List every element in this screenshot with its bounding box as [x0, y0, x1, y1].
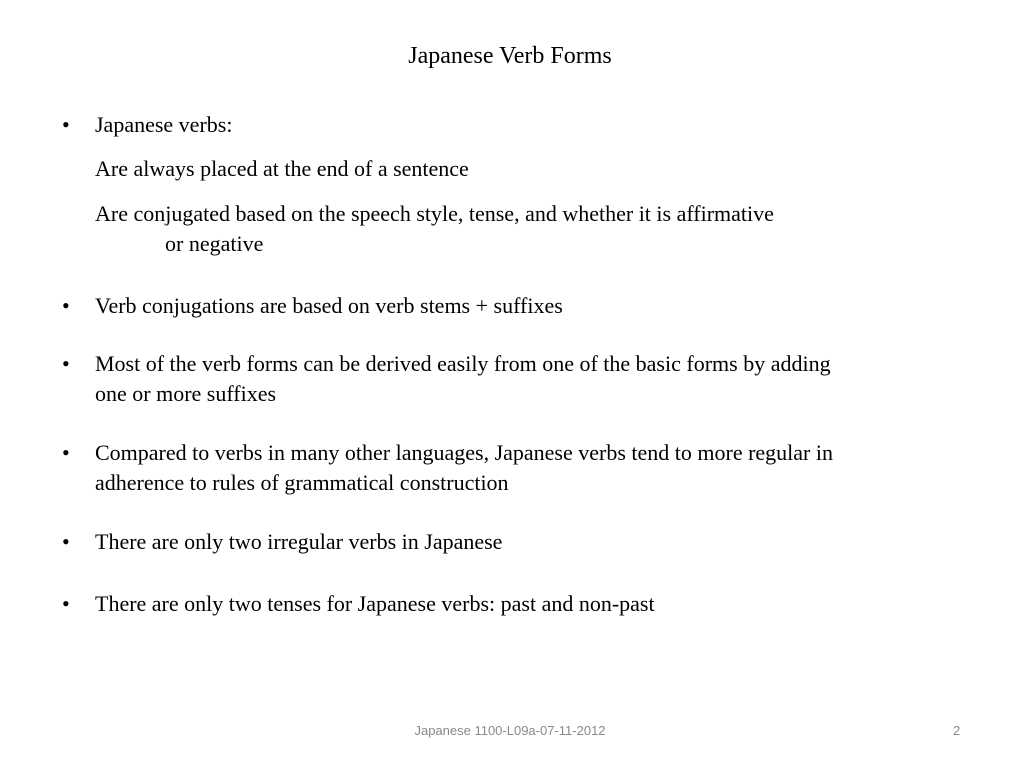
bullet-4-line-2: adherence to rules of grammatical construction: [95, 470, 509, 495]
bullet-marker: •: [62, 351, 70, 376]
bullet-marker: •: [62, 112, 70, 137]
bullet-1-subline-2: Are conjugated based on the speech style, tense, and whether it is affirmative: [95, 201, 774, 226]
bullet-5-text: There are only two irregular verbs in Japanese: [95, 529, 503, 554]
bullet-marker: •: [62, 440, 70, 465]
bullet-1-subline-3: or negative: [165, 231, 264, 256]
bullet-4-line-1: Compared to verbs in many other languages, Japanese verbs tend to more regular in: [95, 440, 833, 465]
bullet-3-line-2: one or more suffixes: [95, 381, 277, 406]
bullet-3-line-1: Most of the verb forms can be derived easily from one of the basic forms by adding: [95, 351, 831, 376]
bullet-marker: •: [62, 591, 70, 616]
slide-title: Japanese Verb Forms: [408, 43, 612, 69]
bullet-marker: •: [62, 293, 70, 318]
page-number: 2: [953, 723, 961, 738]
bullet-1-text: Japanese verbs:: [95, 112, 233, 137]
bullet-marker: •: [62, 529, 70, 554]
bullet-2-text: Verb conjugations are based on verb stems + suffixes: [95, 293, 563, 318]
footer-text: Japanese 1100-L09a-07-11-2012: [414, 723, 606, 738]
bullet-6-text: There are only two tenses for Japanese verbs: past and non-past: [95, 591, 655, 616]
bullet-1-subline-1: Are always placed at the end of a sentence: [95, 156, 469, 181]
